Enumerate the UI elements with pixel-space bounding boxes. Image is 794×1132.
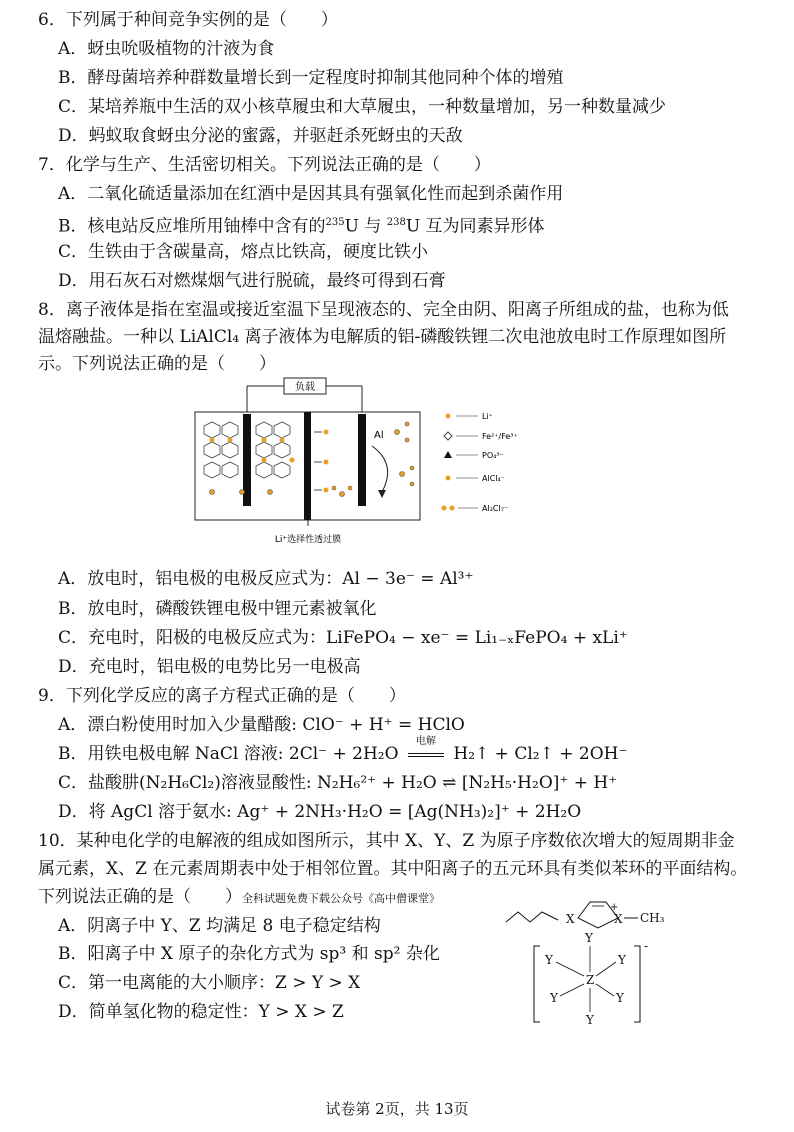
membrane xyxy=(304,412,311,520)
legend-li: Li⁺ xyxy=(482,412,493,421)
q10-option-c: C．第一电离能的大小顺序：Z > Y > X xyxy=(58,973,361,993)
q8-stem-line2: 温熔融盐。一种以 LiAlCl₄ 离子液体为电解质的铝-磷酸铁锂二次电池放电时工作原理如图所 xyxy=(38,327,727,347)
anion-y-left-bottom: Y xyxy=(550,991,558,1005)
q9-stem: 9．下列化学反应的离子方程式正确的是（ ） xyxy=(38,686,406,706)
anion-y-left-top: Y xyxy=(545,953,553,967)
q9-option-b: B．用铁电极电解 NaCl 溶液: 2Cl⁻ + 2H₂O 电解 H₂↑ + Cl₂↑ + 2OH⁻ xyxy=(58,742,627,766)
q10-stem-line2: 属元素，X、Z 在元素周期表中处于相邻位置。其中阳离子的五元环具有类似苯环的平面结构。 xyxy=(38,859,748,879)
q7-option-a: A．二氧化硫适量添加在红酒中是因其具有强氧化性而起到杀菌作用 xyxy=(58,184,564,204)
membrane-label: Li⁺选择性透过膜 xyxy=(274,535,342,545)
q6-option-c: C．某培养瓶中生活的双小核草履虫和大草履虫，一种数量增加，另一种数量减少 xyxy=(58,97,667,117)
q9-option-c: C．盐酸肼(N₂H₆Cl₂)溶液显酸性: N₂H₆²⁺ + H₂O ⇌ [N₂H₅·H₂O]⁺ + H⁺ xyxy=(58,773,618,793)
electrolysis-condition: 电解 xyxy=(415,736,436,747)
equilibrium-arrow: ⇌ xyxy=(442,773,457,793)
legend-fe: Fe²⁺/Fe³⁺ xyxy=(482,432,518,441)
al-label: Al xyxy=(374,430,384,441)
q10-option-a: A．阴离子中 Y、Z 均满足 8 电子稳定结构 xyxy=(58,916,381,936)
legend-alcl4: AlCl₄⁻ xyxy=(482,474,505,483)
q10-option-b: B．阳离子中 X 原子的杂化方式为 sp³ 和 sp² 杂化 xyxy=(58,944,440,964)
legend-po4: PO₄³⁻ xyxy=(482,451,504,460)
ring-x-left: X xyxy=(566,912,575,926)
q8-option-b: B．放电时，磷酸铁锂电极中锂元素被氧化 xyxy=(58,599,377,619)
legend xyxy=(442,412,518,513)
q8-option-d: D．充电时，铝电极的电势比另一电极高 xyxy=(58,657,361,677)
q6-option-a: A．蚜虫吮吸植物的汁液为食 xyxy=(58,39,275,59)
ionic-liquid-structure xyxy=(500,890,680,1030)
q9-option-a: A．漂白粉使用时加入少量醋酸: ClO⁻ + H⁺ = HClO xyxy=(58,715,465,735)
q7-option-b: B．核电站反应堆所用铀棒中含有的$^{235}$U 与 $^{238}$U 互为同素异形体 xyxy=(58,216,545,237)
anion-z: Z xyxy=(586,973,595,987)
anion-y-bottom: Y xyxy=(586,1013,594,1027)
q7-option-c: C．生铁由于含碳量高，熔点比铁高，硬度比铁小 xyxy=(58,242,429,262)
load-label: 负载 xyxy=(295,382,315,393)
page-footer: 试卷第 2页，共 13页 xyxy=(325,1100,469,1118)
legend-al2cl7: Al₂Cl₇⁻ xyxy=(482,504,509,513)
q6-stem: 6．下列属于种间竞争实例的是（ ） xyxy=(38,10,338,30)
q8-option-c: C．充电时，阳极的电极反应式为：LiFePO₄ − xe⁻ = Li₁₋ₓFePO₄ + xLi⁺ xyxy=(58,628,628,648)
methyl-group: CH₃ xyxy=(640,911,665,925)
q10-stem-line1: 10．某种电化学的电解液的组成如图所示，其中 X、Y、Z 为原子序数依次增大的短周期非金 xyxy=(38,831,735,851)
battery-diagram xyxy=(192,374,532,554)
watermark: 全科试题免费下载公众号《高中僧课堂》 xyxy=(242,892,440,905)
q8-stem-line1: 8．离子液体是指在室温或接近室温下呈现液态的、完全由阴、阳离子所组成的盐，也称为低 xyxy=(38,300,729,320)
q7-option-d: D．用石灰石对燃煤烟气进行脱硫，最终可得到石膏 xyxy=(58,271,446,291)
q6-option-d: D．蚂蚁取食蚜虫分泌的蜜露，并驱赶杀死蚜虫的天敌 xyxy=(58,126,463,146)
q9-option-d: D．将 AgCl 溶于氨水: Ag⁺ + 2NH₃·H₂O = [Ag(NH₃)₂]⁺ + 2H₂O xyxy=(58,802,582,822)
anion-y-top: Y xyxy=(585,931,593,945)
q7-stem: 7．化学与生产、生活密切相关。下列说法正确的是（ ） xyxy=(38,155,491,175)
al-electrode xyxy=(358,414,366,506)
q8-stem-line3: 示。下列说法正确的是（ ） xyxy=(38,354,276,374)
ring-x-right: X xyxy=(614,912,623,926)
anion-y-right-top: Y xyxy=(618,953,626,967)
cation-charge: + xyxy=(610,902,619,913)
q8-option-a: A．放电时，铝电极的电极反应式为：Al − 3e⁻ = Al³⁺ xyxy=(58,569,474,589)
q6-option-b: B．酵母菌培养种群数量增长到一定程度时抑制其他同种个体的增殖 xyxy=(58,68,564,88)
q10-option-d: D．简单氢化物的稳定性：Y > X > Z xyxy=(58,1002,344,1022)
anion-y-right-bottom: Y xyxy=(616,991,624,1005)
anion-charge: - xyxy=(644,939,649,953)
q10-stem-line3: 下列说法正确的是（ ）全科试题免费下载公众号《高中僧课堂》 xyxy=(38,887,440,907)
